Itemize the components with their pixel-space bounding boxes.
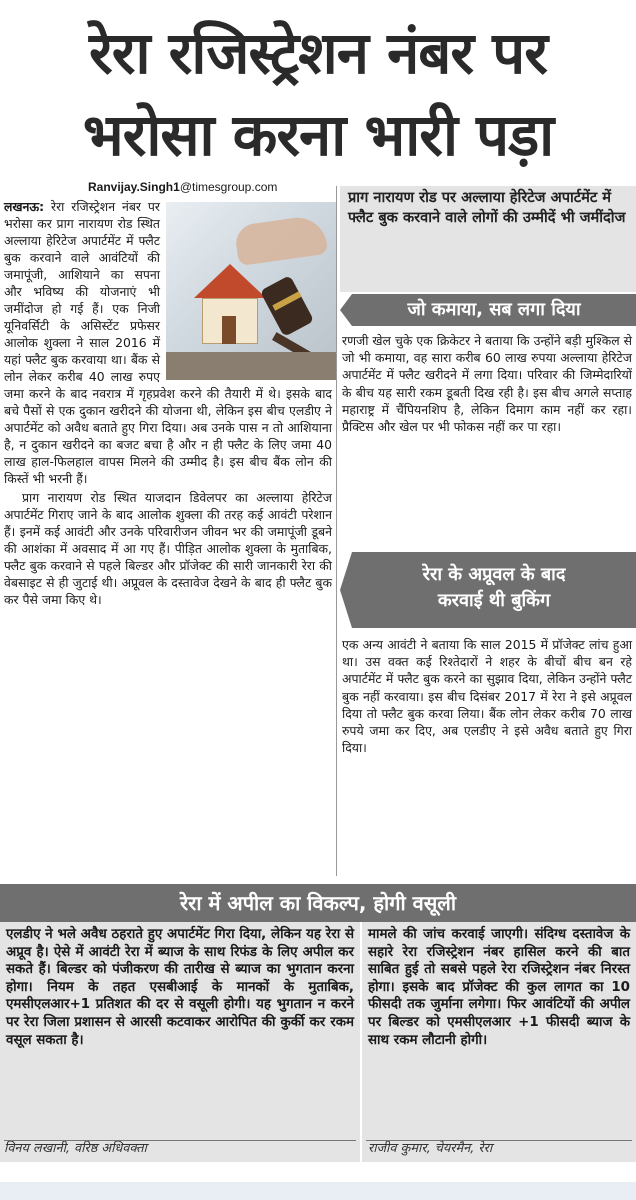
sub-deck: प्राग नारायण रोड पर अल्लाया हेरिटेज अपार्टमेंट में फ्लैट बुक करवाने वाले लोगों की उम्मीदें भी जमींदोज xyxy=(340,186,636,292)
gavel-base xyxy=(166,352,336,380)
section-1-heading: जो कमाया, सब लगा दिया xyxy=(352,294,636,326)
appeal-heading: रेरा में अपील का विकल्प, होगी वसूली xyxy=(0,884,636,922)
appeal-right-signature: राजीव कुमार, चेयरमैन, रेरा xyxy=(368,1141,493,1156)
house-roof-icon xyxy=(194,264,266,298)
appeal-right-text: मामले की जांच करवाई जाएगी। संदिग्ध दस्तावेज के सहारे रेरा रजिस्ट्रेशन नंबर हासिल करने की बात साबित हुई तो सबसे पहले रेरा रजिस्ट्रेशन नंबर निरस्त होगा। इसके बाद प्रॉजेक्ट की कुल लागत का 10 फीसदी तक जुर्माना लगेगा। फिर आवंटियों की अपील पर बिल्डर को एमसीएलआर +1 फीसदी ब्याज के साथ रकम लौटानी होगी। xyxy=(368,927,630,1048)
house-gavel-photo xyxy=(166,202,336,380)
signature-rule-right xyxy=(366,1140,632,1141)
section-2-body: एक अन्य आवंटी ने बताया कि साल 2015 में प्रॉजेक्ट लांच हुआ था। उस वक्त कई रिश्तेदारों ने शहर के बीचों बीच बन रहे अपार्टमेंट में फ्लैट बुक करने का सुझाव दिया, लेकिन उन्होंने फ्लैट बुक नहीं करवाया। इस बीच दिसंबर 2017 में रेरा ने इसे अप्रूवल दिया तो फ्लैट बुक करवा लिया। बैंक लोन लेकर करीब 70 लाख रुपये जमा कर दिए, अब एलडीए ने इसे अवैध बताते हुए गिरा दिया। xyxy=(342,637,632,756)
section-2-heading xyxy=(352,552,636,628)
headline-line-2: भरोसा करना भारी पड़ा xyxy=(82,101,554,169)
article-paragraph-2: प्राग नारायण रोड स्थित याजदान डिवेलपर का अल्लाया हेरिटेज अपार्टमेंट गिराए जाने के बाद आलोक शुक्ला की तरह कई आवंटी परेशान हैं। इनमें कई आवंटी और उनके परिवारीजन जीवन भर की जमापूंजी डूबने की आशंका में अवसाद में आ गए हैं। पीड़ित आलोक शुक्ला के मुताबिक, फ्लैट बुक करवाने से पहले बिल्डर और प्रॉजेक्ट की सारी जानकारी रेरा की वेबसाइट से ही जुटाई थी। अप्रूवल के दस्तावेज देखने के बाद ही फ्लैट बुक कर पैसे जमा किए थे। xyxy=(4,490,332,607)
column-divider xyxy=(336,186,337,876)
headline-line-1: रेरा रजिस्ट्रेशन नंबर पर xyxy=(89,19,547,87)
hand-shape xyxy=(234,214,329,266)
bottom-strip xyxy=(0,1182,636,1200)
appeal-left-text: एलडीए ने भले अवैध ठहराते हुए अपार्टमेंट गिरा दिया, लेकिन यह रेरा से अप्रूव है। ऐसे में आवंटी रेरा में ब्याज के साथ रिफंड के लिए अपील कर सकते हैं। बिल्डर को पंजीकरण की तारीख से ब्याज का भुगतान करना होगा। नियम के तहत एसबीआई के मानकों के मुताबिक, एमसीएलआर+1 प्रतिशत की दर से वसूली होगी। यह भुगतान न करने पर रेरा जिला प्रशासन से आरसी कटवाकर आरोपित की कुर्की कर रकम वसूल सकता है। xyxy=(6,927,354,1048)
main-article-column xyxy=(4,198,332,608)
signature-rule-left xyxy=(4,1140,356,1141)
section-1-body: रणजी खेल चुके एक क्रिकेटर ने बताया कि उन्होंने बड़ी मुश्किल से जो भी कमाया, वह सारा करीब 60 लाख रुपया अल्लाया हेरिटेज अपार्टमेंट में फ्लैट खरीदने में लगा दिया। परिवार की जिम्मेदारियों के बीच यह सारी रकम डूबती दिख रही है। इस बीच अगले सप्ताह महाराष्ट्र में चैंपियनशिप है, लेकिन दिमाग काम नहीं कर रहा। प्रैक्टिस और खेल पर भी फोकस नहीं कर पा रहा। xyxy=(342,333,632,435)
byline xyxy=(88,180,277,194)
headline xyxy=(0,0,636,178)
appeal-left-box xyxy=(0,922,360,1162)
section-2-heading-line-2: करवाई थी बुकिंग xyxy=(437,590,551,611)
section-2-heading-line-1: रेरा के अप्रूवल के बाद xyxy=(422,564,566,585)
article-paragraph-1-text: रेरा रजिस्ट्रेशन नंबर पर भरोसा कर प्राग नारायण रोड स्थित अल्लाया हेरिटेज अपार्टमेंट में फ्लैट बुक करवाने वाले आवंटियों की जमापूंजी, आशियाने का सपना और भविष्य की योजनाएं भी जमींदोज हो गई हैं। एक निजी यूनिवर्सिटी के असिस्टेंट प्रफेसर आलोक शुक्ला ने साल 2016 में यहां फ्लैट बुक करवाया था। बैंक से लोन लेकर करीब 40 लाख रुपए जमा करने के बाद नवरात्र में गृहप्रवेश करने की तैयारी में थे। इसके बाद बचे पैसों से एक दुकान खरीदने की योजना थी, लेकिन इस बीच एलडीए ने अपार्टमेंट को अवैध बताते हुए गिरा दिया। अब उनके पास न तो आशियाना है, न दुकान खरीदने का बजट बचा है और न ही फ्लैट के लिए जमा 40 लाख हाल-फिलहाल वापस मिलने की उम्मीद है। इस बीच बैंक लोन की किस्तें भी भरनी हैं। xyxy=(4,199,332,486)
byline-name: Ranvijay.Singh1 xyxy=(88,180,180,194)
byline-domain: @timesgroup.com xyxy=(179,180,278,194)
appeal-right-box xyxy=(362,922,636,1162)
house-door-icon xyxy=(222,316,236,344)
gavel-icon xyxy=(260,275,314,337)
dateline: लखनऊ: xyxy=(4,199,45,214)
appeal-left-signature: विनय लखानी, वरिष्ठ अधिवक्ता xyxy=(4,1141,147,1156)
